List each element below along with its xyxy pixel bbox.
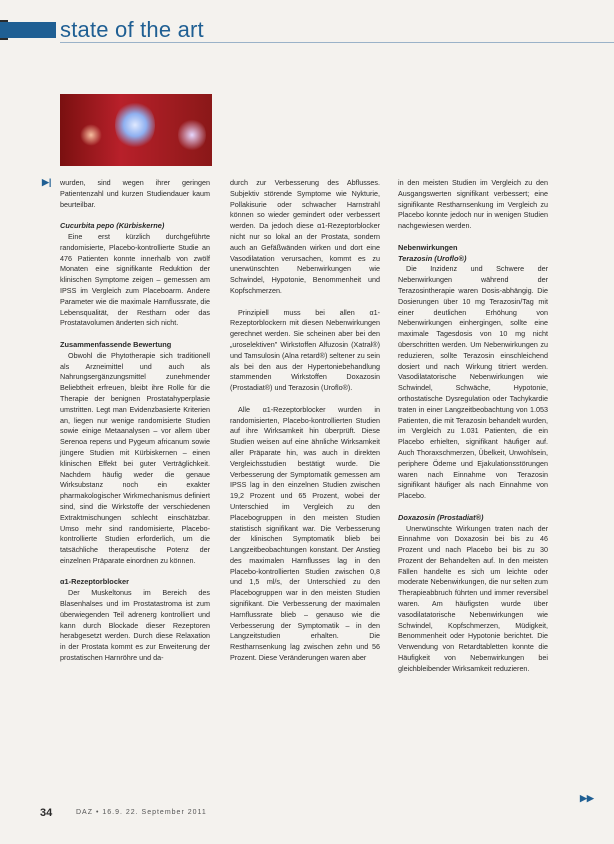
header-rule [60, 42, 614, 43]
header-accent-bar [0, 22, 56, 38]
paragraph: durch zur Verbesserung des Abflusses. Subjektiv störende Symptome wie Nykturie, Pollakisurie oder schwacher Harnstrahl können so wieder gemindert oder verbessert werden. Da jedoch diese α1-Rezeptorblocker nicht nur so lokal an der Prostata, sondern auch an Gefäßwänden wirken und dort eine Vasodilatation verursachen, kommt es zu unerwünschten Nebenwirkungen wie Schwindel, Hypotonie, Benommenheit und Kopfschmerzen. [230, 178, 380, 295]
text-column-3 [398, 178, 548, 675]
journal-footer: DAZ • 16.9. 22. September 2011 [76, 809, 207, 816]
hero-glow [80, 124, 102, 146]
paragraph: Prinzipiell muss bei allen α1-Rezeptorblockern mit diesen Nebenwirkungen gerechnet werden. Sie scheinen aber bei den „uroselektiven" Wirkstoffen Alfuzosin (Xatral®) und Tamsulosin (Alna retard®) seltener zu sein als bei den aus der Hypertoniebehandlung stammenden Wirkstoffen Doxazosin (Prostadiat®) und Terazosin (Uroflo®). [230, 307, 380, 393]
text-column-2 [230, 178, 380, 664]
paragraph: Obwohl die Phytotherapie sich traditionell als Arzneimittel und auch als Nahrungsergänzungsmittel zunehmender Beliebtheit erfreuen, bleibt ihre Rolle für die Therapie der benignen Prostatahyperplasie umstritten. Legt man Evidenzbasierte Kriterien an, liegen nur wenige randomisierte Studien sowie einige Metaanalysen – vor allem über Serenoa repens und Pygeum africanum sowie jüngere Studien mit Kürbiskernen – einen klinischen Effekt bei guter Verträglichkeit. Nachdem häufig weder die genaue Wirksubstanz noch ein exakter pharmakologischer Wirkmechanismus definiert sind, sind die Wirkstoffe der verschiedenen Extraktmischungen schlecht einschätzbar. Umso mehr sind randomisierte, Placebo-kontrollierte Studien erforderlich, um die tatsächliche therapeutische Potenz der einzelnen Präparate einordnen zu können. [60, 350, 210, 565]
section-title: state of the art [60, 17, 204, 42]
page-number: 34 [40, 807, 53, 819]
paragraph: in den meisten Studien im Vergleich zu den Ausgangswerten signifikant verbessert; eine signifikante Restharnsenkung im Vergleich zu Placebo konnte jedoch nur in wenigen Studien nachgewiesen werden. [398, 178, 548, 231]
paragraph: wurden, sind wegen ihrer geringen Patientenzahl und kurzen Studiendauer kaum beurteilbar. [60, 178, 210, 209]
paragraph: Unerwünschte Wirkungen traten nach der Einnahme von Doxazosin bei bis zu 46 Prozent und nach Placebo bei bis zu 30 Prozent der Behandelten auf. In den meisten Fällen handelte es sich um leichte oder moderate Nebenwirkungen, die nur selten zum Therapieabbruch führten und immer reversibel waren. Am häufigsten wurde über vasodilatatorische Nebenwirkungen wie Schwindel, Kopfschmerzen, Müdigkeit, Benommenheit oder Hypotonie berichtet. Die Verwendung von Retardtabletten konnte die Häufigkeit von Nebenwirkungen bei gleichbleibender Wirksamkeit reduzieren. [398, 523, 548, 673]
subheading: α1-Rezeptorblocker [60, 577, 130, 587]
paragraph: Eine erst kürzlich durchgeführte randomisierte, Placebo-kontrollierte Studie an 476 Patienten konnte innerhalb von zwölf Monaten eine signifikante Reduktion der klinischen Symptome zeigen – gemessen am IPSS im Vergleich zum Placeboarm. Andere Parameter wie die maximale Harnflussrate, die Lebensqualität, der Restharn oder das Prostatavolumen änderten sich nicht. [60, 231, 210, 328]
paragraph: Die Inzidenz und Schwere der Nebenwirkungen während der Terazosintherapie waren Dosis-abhängig. Die Dosierungen über 10 mg Terazosin/Tag mit einer deutlichen Erhöhung von Nebenwirkungen einhergingen, sollte eine maximale Tagesdosis von 10 mg nicht überschritten werden. Um Nebenwirkungen zu reduzieren, sollte Terazosin einschleichend dosiert und nach Wirkung titriert werden. Vasodilatatorische Nebenwirkungen wie Schwindel, Schwäche, Hypotonie, orthostatische Dysregulation oder Tachykardie traten in einer Langzeitbeobachtung von 1.053 Patienten, die mit Terazosin behandelt wurden, im Vergleich zu 1.031 Patienten, die ein Placebo erhielten, signifikant häufiger auf. Auch Thoraxschmerzen, Übelkeit, Unwohlsein, periphere Ödeme und Ejakulationsstörungen waren nach Einnahme von Terazosin signifikant häufiger als nach Einnahme von Placebo. [398, 264, 548, 501]
hero-glow [178, 118, 206, 152]
continue-arrow-icon: ▶| [42, 177, 52, 187]
paragraph: Alle α1-Rezeptorblocker wurden in randomisierten, Placebo-kontrollierten Studien auf ihre Wirksamkeit hin überprüft. Diese Studien weisen auf eine ähnliche Wirksamkeit aller Präparate hin, was auch in direkten Vergleichsstudien bestätigt wurde. Die Verbesserung der Symptomatik gemessen am IPSS lag in den einzelnen Studien zwischen 19,2 Prozent und 65 Prozent, wobei der Unterschied im Vergleich zu den Placebogruppen in den meisten Studien statistisch signifikant war. Die Verbesserung der klinischen Symptomatik blieb bei Langzeitbeobachtungen konstant. Der Anstieg des maximalen Harnflusses lag in den Placebo-kontrollierten Studien zwischen 0,8 und 1,5 ml/s, der Unterschied zu den Placebogruppen war in den meisten Studien signifikant. Die Verbesserung der maximalen Harnflussrate blieb – genauso wie die Verbesserung der Symptomatik – in den Langzeitstudien erhalten. Die Restharnsenkung lag zwischen zehn und 56 Prozent. Diese Veränderungen waren aber [230, 404, 380, 663]
text-column-1 [60, 178, 210, 664]
paragraph: Der Muskeltonus im Bereich des Blasenhalses und im Prostatastroma ist zum überwiegenden Teil adrenerg kontrolliert und kann durch Blockade dieser Rezeptoren herabgesetzt werden. Durch diese Relaxation in der Prostata kommt es zur Erweiterung der prostatischen Harnröhre und da- [60, 588, 210, 663]
subheading: Nebenwirkungen [398, 242, 458, 252]
hero-image [60, 94, 212, 166]
subheading: Terazosin (Uroflo®) [398, 253, 467, 263]
continue-arrow-icon: ▶▶ [580, 793, 594, 803]
subheading: Cucurbita pepo (Kürbiskerne) [60, 221, 165, 231]
subheading: Doxazosin (Prostadiat®) [398, 512, 484, 522]
hero-glow [115, 100, 155, 150]
subheading: Zusammenfassende Bewertung [60, 339, 172, 349]
